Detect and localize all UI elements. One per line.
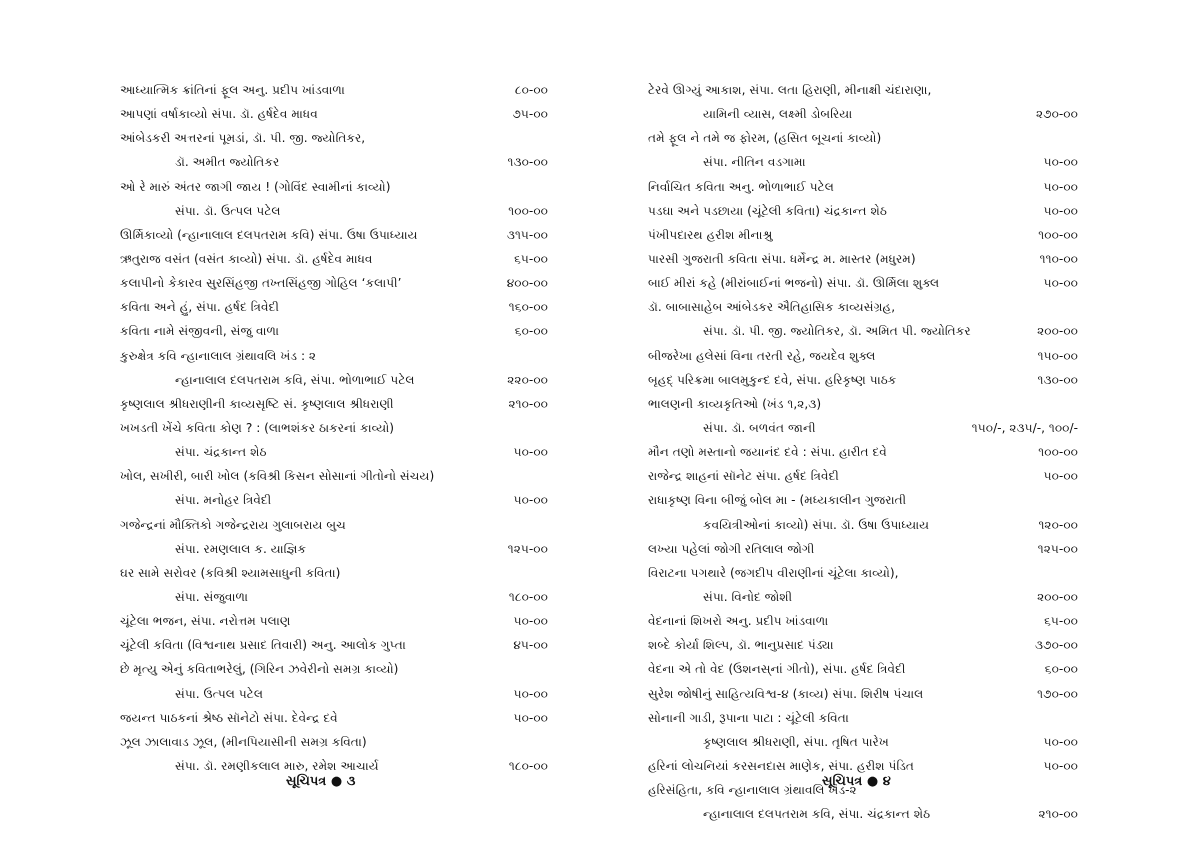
entry-price: ૧૦૦-૦૦ bbox=[1038, 445, 1078, 460]
entry-price: ૨૦૦-૦૦ bbox=[1037, 324, 1078, 339]
entry-price: ૮૦-૦૦ bbox=[514, 83, 548, 97]
catalog-entry-row bbox=[120, 706, 548, 730]
entry-title: સંપા. રમણલાલ ક. યાજ્ઞિક bbox=[175, 541, 307, 556]
entry-price: ૨૭૦-૦૦ bbox=[1035, 107, 1078, 122]
entry-price: ૧૧૦-૦૦ bbox=[1039, 251, 1078, 266]
entry-title: વિરાટના પગથારે (જગદીપ વીરાણીનાં ચૂંટેલા કાવ્યો), bbox=[648, 565, 899, 580]
entry-price: ૫૦-૦૦ bbox=[1043, 155, 1078, 170]
entry-title: કુરુક્ષેત્ર કવિ ન્હાનાલાલ ગ્રંથાવલિ ખંડ : ૨ bbox=[120, 348, 317, 363]
catalog-entry-row bbox=[120, 561, 548, 585]
catalog-entry-row bbox=[648, 730, 1078, 754]
catalog-entry-row bbox=[120, 368, 548, 392]
entry-price: ૫૦-૦૦ bbox=[513, 445, 548, 460]
entry-title: સંપા. ડૉ. રમણીકલાલ મારુ, રમેશ આચાર્ય bbox=[175, 758, 379, 773]
entry-title: બૃહદ્ પરિક્રમા બાલમુકુન્દ દવે, સંપા. હરિકૃષ્ણ પાઠક bbox=[648, 372, 897, 387]
entry-price: ૭૫-૦૦ bbox=[512, 107, 548, 122]
right-page bbox=[648, 78, 1078, 826]
entry-price: ૨૧૦-૦૦ bbox=[1038, 807, 1078, 822]
right-page-footer: સૂચિપત્ર ● ૪ bbox=[822, 774, 891, 789]
entry-title: ઓ રે મારું અંતર જાગી જાય ! (ગોવિંદ સ્વામીનાં કાવ્યો) bbox=[120, 179, 391, 194]
entry-price: ૬૦-૦૦ bbox=[514, 324, 548, 339]
entry-title: બીજરેખા હલેસાં વિના તરતી રહે, જયદેવ શુક્લ bbox=[648, 348, 876, 363]
entry-title: સંપા. ડૉ. ઉત્પલ પટેલ bbox=[175, 203, 281, 218]
entry-title: લખ્યા પહેલાં જોગી રતિલાલ જોગી bbox=[648, 541, 815, 556]
catalog-entry-row bbox=[648, 706, 1078, 730]
entry-title: ચૂંટેલી કવિતા (વિશ્વનાથ પ્રસાદ તિવારી) અનુ. આલોક ગુપ્તા bbox=[120, 638, 406, 653]
entry-price: ૪૫-૦૦ bbox=[513, 638, 548, 653]
catalog-entry-row bbox=[648, 126, 1078, 150]
catalog-entry-row bbox=[648, 537, 1078, 561]
entry-title: હરિનાં લોચનિયાં કરસનદાસ માણેક, સંપા. હરીશ પંડિત bbox=[648, 758, 914, 773]
entry-title: સંપા. વિનોદ જોશી bbox=[703, 589, 793, 604]
catalog-entry-row bbox=[120, 150, 548, 174]
catalog-entry-row bbox=[648, 175, 1078, 199]
entry-price: ૫૦-૦૦ bbox=[513, 614, 548, 629]
catalog-entry-row bbox=[120, 199, 548, 223]
entry-price: ૧૨૫-૦૦ bbox=[507, 541, 548, 556]
entry-price: ૧૭૦-૦૦ bbox=[1037, 686, 1078, 701]
catalog-entry-row bbox=[648, 392, 1078, 416]
entry-title: આપણાં વર્ષાકાવ્યો સંપા. ડૉ. હર્ષદેવ માધવ bbox=[120, 107, 318, 122]
entry-price: ૫૦-૦૦ bbox=[1043, 203, 1078, 218]
catalog-entry-row bbox=[120, 513, 548, 537]
entry-price: ૩૧૫-૦૦ bbox=[506, 227, 548, 242]
entry-price: ૧૮૦-૦૦ bbox=[508, 758, 548, 773]
entry-price: ૬૫-૦૦ bbox=[514, 251, 548, 266]
entry-title: ન્હાનાલાલ દલપતરામ કવિ, સંપા. ભોળાભાઈ પટેલ bbox=[175, 372, 415, 387]
entry-title: સંપા. સંજુવાળા bbox=[175, 589, 248, 604]
entry-title: ડૉ. અમીત જ્યોતિકર bbox=[175, 155, 280, 170]
entry-price: ૧૨૫-૦૦ bbox=[1037, 541, 1078, 556]
entry-title: ઊર્મિકાવ્યો (ન્હાનાલાલ દલપતરામ કવિ) સંપા. ઉષા ઉપાધ્યાય bbox=[120, 227, 418, 242]
entry-price: ૧૬૦-૦૦ bbox=[508, 300, 548, 315]
entry-title: જયન્ત પાઠકનાં શ્રેષ્ઠ સૉનેટો સંપા. દેવેન્દ્ર દવે bbox=[120, 710, 338, 725]
entry-price: ૧૦૦-૦૦ bbox=[508, 203, 548, 218]
catalog-entry-row bbox=[648, 223, 1078, 247]
entry-title: વેદના એ તો વેદ (ઉશનસ્‌નાં ગીતો), સંપા. હર્ષદ ત્રિવેદી bbox=[648, 662, 906, 677]
entry-title: ટેરવે ઊગ્યું આકાશ, સંપા. લતા હિરાણી, મીનાક્ષી ચંદારાણા, bbox=[648, 83, 932, 97]
catalog-entry-row bbox=[120, 392, 548, 416]
entry-price: ૫૦-૦૦ bbox=[513, 686, 548, 701]
catalog-entry-row bbox=[648, 199, 1078, 223]
entry-title: શબ્દે કોર્યા શિલ્પ, ડૉ. ભાનુપ્રસાદ પંડ્યા bbox=[648, 638, 834, 653]
entry-title: પારસી ગુજરાતી કવિતા સંપા. ધર્મેન્દ્ર મ. માસ્તર (મધુરમ) bbox=[648, 251, 916, 266]
entry-title: તમે ફૂલ ને તમે જ ફોરમ, (હસિત બૂચનાં કાવ્યો) bbox=[648, 131, 882, 146]
entry-title: ડૉ. બાબાસાહેબ આંબેડકર ઐતિહાસિક કાવ્યસંગ્રહ, bbox=[648, 300, 896, 315]
catalog-entry-row bbox=[120, 657, 548, 681]
entry-price: ૨૧૦-૦૦ bbox=[508, 396, 548, 411]
entry-title: ઘર સામે સરોવર (કવિશ્રી શ્યામસાધુની કવિતા) bbox=[120, 565, 341, 580]
catalog-entry-row bbox=[120, 295, 548, 319]
entry-title: મૌન તણો મસ્તાનો જયાનંદ દવે : સંપા. હારીત દવે bbox=[648, 445, 887, 460]
catalog-entry-row bbox=[120, 416, 548, 440]
catalog-entry-row bbox=[120, 464, 548, 488]
catalog-entry-row bbox=[648, 344, 1078, 368]
entry-title: આધ્યાત્મિક ક્રાંતિનાં ફૂલ અનુ. પ્રદીપ ખાંડવાળા bbox=[120, 83, 345, 97]
entry-price: ૧૩૦-૦૦ bbox=[1037, 372, 1078, 387]
entry-title: કૃષ્ણલાલ શ્રીધરાણી, સંપા. તૃષિત પારેખ bbox=[703, 734, 889, 749]
entry-title: પડઘા અને પડછાયા (ચૂંટેલી કવિતા) ચંદ્રકાન્ત શેઠ bbox=[648, 203, 887, 218]
catalog-entry-row bbox=[120, 247, 548, 271]
catalog-entry-row bbox=[120, 730, 548, 754]
entry-price: ૧૫૦-૦૦ bbox=[1037, 348, 1078, 363]
entry-title: સંપા. ડૉ. બળવંત જાની bbox=[703, 420, 816, 435]
entry-title: પંખીપદારથ હરીશ મીનાશ્રુ bbox=[648, 227, 773, 242]
catalog-entry-row bbox=[120, 223, 548, 247]
entry-title: સંપા. ડૉ. પી. જી. જ્યોતિકર, ડૉ. અમિત પી. જ્યોતિકર bbox=[703, 324, 971, 339]
entry-title: આંબેડકરી અત્તરનાં પૂમડાં, ડૉ. પી. જી. જ્યોતિકર, bbox=[120, 131, 366, 146]
catalog-entry-row bbox=[648, 585, 1078, 609]
catalog-entry-row bbox=[648, 440, 1078, 464]
left-page-footer: સૂચિપત્ર ● ૩ bbox=[286, 774, 356, 789]
entry-price: ૧૮૦-૦૦ bbox=[508, 589, 548, 604]
catalog-entry-row bbox=[120, 537, 548, 561]
catalog-entry-row bbox=[120, 488, 548, 512]
entry-price: ૨૦૦-૦૦ bbox=[1037, 589, 1078, 604]
entry-title: ભાલણની કાવ્યકૃતિઓ (ખંડ ૧,૨,૩) bbox=[648, 396, 822, 411]
catalog-entry-row bbox=[648, 295, 1078, 319]
entry-title: કવયિત્રીઓનાં કાવ્યો) સંપા. ડૉ. ઉષા ઉપાધ્યાય bbox=[703, 517, 930, 532]
entry-price: ૪૦૦-૦૦ bbox=[506, 276, 548, 291]
catalog-entry-row bbox=[648, 368, 1078, 392]
catalog-entry-row bbox=[120, 102, 548, 126]
entry-title: રાજેન્દ્ર શાહનાં સૉનેટ સંપા. હર્ષદ ત્રિવેદી bbox=[648, 469, 839, 484]
entry-title: રાધાકૃષ્ણ વિના બીજું બોલ મા - (મધ્યકાલીન ગુજરાતી bbox=[648, 493, 907, 508]
entry-price: ૧૫૦/-, ૨૩૫/-, ૧૦૦/- bbox=[971, 420, 1078, 435]
catalog-entry-row bbox=[648, 464, 1078, 488]
catalog-entry-row bbox=[120, 633, 548, 657]
catalog-entry-row bbox=[648, 150, 1078, 174]
entry-title: ખખડતી ખેંચે કવિતા કોણ ? : (લાભશંકર ઠાકરનાં કાવ્યો) bbox=[120, 420, 395, 435]
catalog-entry-row bbox=[120, 271, 548, 295]
entry-title: ન્હાનાલાલ દલપતરામ કવિ, સંપા. ચંદ્રકાન્ત શેઠ bbox=[703, 807, 931, 822]
entry-price: ૨૨૦-૦૦ bbox=[507, 372, 548, 387]
catalog-entry-row bbox=[648, 657, 1078, 681]
entry-price: ૫૦-૦૦ bbox=[1043, 734, 1078, 749]
entry-title: સંપા. નીતિન વડગામા bbox=[703, 155, 806, 170]
catalog-entry-row bbox=[120, 319, 548, 343]
left-page bbox=[120, 78, 548, 778]
catalog-entry-row bbox=[648, 416, 1078, 440]
catalog-entry-row bbox=[648, 271, 1078, 295]
catalog-entry-row bbox=[120, 78, 548, 102]
entry-price: ૫૦-૦૦ bbox=[513, 493, 548, 508]
entry-title: કૃષ્ણલાલ શ્રીધરાણીની કાવ્યસૃષ્ટિ સં. કૃષ્ણલાલ શ્રીધરાણી bbox=[120, 396, 394, 411]
entry-title: ઋતુરાજ વસંત (વસંત કાવ્યો) સંપા. ડૉ. હર્ષદેવ માધવ bbox=[120, 251, 373, 266]
catalog-entry-row bbox=[648, 609, 1078, 633]
catalog-entry-row bbox=[648, 102, 1078, 126]
entry-title: ગજેન્દ્રનાં મૌક્તિકો ગજેન્દ્રરાય ગુલાબરાય બુચ bbox=[120, 517, 346, 532]
catalog-entry-row bbox=[120, 175, 548, 199]
entry-title: સંપા. ચંદ્રકાન્ત શેઠ bbox=[175, 445, 267, 460]
entry-title: નિર્વાચિત કવિતા અનુ. ભોળાભાઈ પટેલ bbox=[648, 179, 834, 194]
entry-title: હરિસંહિતા, કવિ ન્હાનાલાલ ગ્રંથાવલિ ખંડ-૨ bbox=[648, 783, 857, 798]
entry-title: કવિતા નામે સંજીવની, સંજુ વાળા bbox=[120, 324, 280, 339]
catalog-entry-row bbox=[648, 319, 1078, 343]
catalog-entry-row bbox=[120, 126, 548, 150]
entry-price: ૫૦-૦૦ bbox=[1043, 758, 1078, 773]
entry-price: ૬૦-૦૦ bbox=[1044, 662, 1078, 677]
entry-price: ૫૦-૦૦ bbox=[1043, 469, 1078, 484]
entry-price: ૫૦-૦૦ bbox=[1043, 276, 1078, 291]
entry-title: સુરેશ જોષીનું સાહિત્યવિશ્વ-૪ (કાવ્ય) સંપા. શિરીષ પંચાલ bbox=[648, 686, 924, 701]
catalog-entry-row bbox=[648, 513, 1078, 537]
entry-title: ઝૂલ ઝાલાવાડ ઝૂલ, (મીનપિયાસીની સમગ્ર કવિતા) bbox=[120, 734, 367, 749]
catalog-entry-row bbox=[120, 682, 548, 706]
entry-title: સોનાની ગાડી, રૂપાના પાટા : ચૂંટેલી કવિતા bbox=[648, 710, 849, 725]
catalog-entry-row bbox=[648, 247, 1078, 271]
catalog-entry-row bbox=[648, 633, 1078, 657]
entry-price: ૫૦-૦૦ bbox=[513, 710, 548, 725]
entry-title: કવિતા અને હું, સંપા. હર્ષદ ત્રિવેદી bbox=[120, 300, 279, 315]
entry-title: કલાપીનો કેકારવ સુરસિંહજી તખ્તસિંહજી ગોહિલ ‘કલાપી’ bbox=[120, 276, 402, 291]
entry-price: ૫૦-૦૦ bbox=[1043, 179, 1078, 194]
entry-price: ૩૭૦-૦૦ bbox=[1035, 638, 1078, 653]
entry-title: ચૂંટેલા ભજન, સંપા. નરોત્તમ પલાણ bbox=[120, 614, 291, 629]
catalog-entry-row bbox=[120, 585, 548, 609]
entry-title: છે મૃત્યુ એનું કવિતાભરેલું, (ગિરિન ઝવેરીનો સમગ્ર કાવ્યો) bbox=[120, 662, 399, 677]
entry-title: સંપા. મનોહર ત્રિવેદી bbox=[175, 493, 272, 508]
entry-title: ખોલ, સખીરી, બારી ખોલ (કવિશ્રી કિસન સોસાનાં ગીતોનો સંચય) bbox=[120, 469, 435, 484]
entry-price: ૬૫-૦૦ bbox=[1044, 614, 1078, 629]
catalog-entry-row bbox=[648, 78, 1078, 102]
catalog-entry-row bbox=[120, 440, 548, 464]
entry-title: વેદનાનાં શિખરો અનુ. પ્રદીપ ખાંડવાળા bbox=[648, 614, 829, 629]
catalog-entry-row bbox=[648, 682, 1078, 706]
catalog-entry-row bbox=[648, 488, 1078, 512]
catalog-entry-row bbox=[648, 802, 1078, 826]
entry-price: ૧૨૦-૦૦ bbox=[1038, 517, 1078, 532]
catalog-entry-row bbox=[120, 609, 548, 633]
entry-title: સંપા. ઉત્પલ પટેલ bbox=[175, 686, 264, 701]
entry-title: યામિની વ્યાસ, લક્ષ્મી ડોબરિયા bbox=[703, 107, 853, 122]
catalog-entry-row bbox=[648, 561, 1078, 585]
entry-title: બાઈ મીરાં કહે (મીરાંબાઈનાં ભજનો) સંપા. ડૉ. ઊર્મિલા શુક્લ bbox=[648, 276, 940, 291]
entry-price: ૧૩૦-૦૦ bbox=[507, 155, 548, 170]
entry-price: ૧૦૦-૦૦ bbox=[1038, 227, 1078, 242]
catalog-entry-row bbox=[120, 344, 548, 368]
